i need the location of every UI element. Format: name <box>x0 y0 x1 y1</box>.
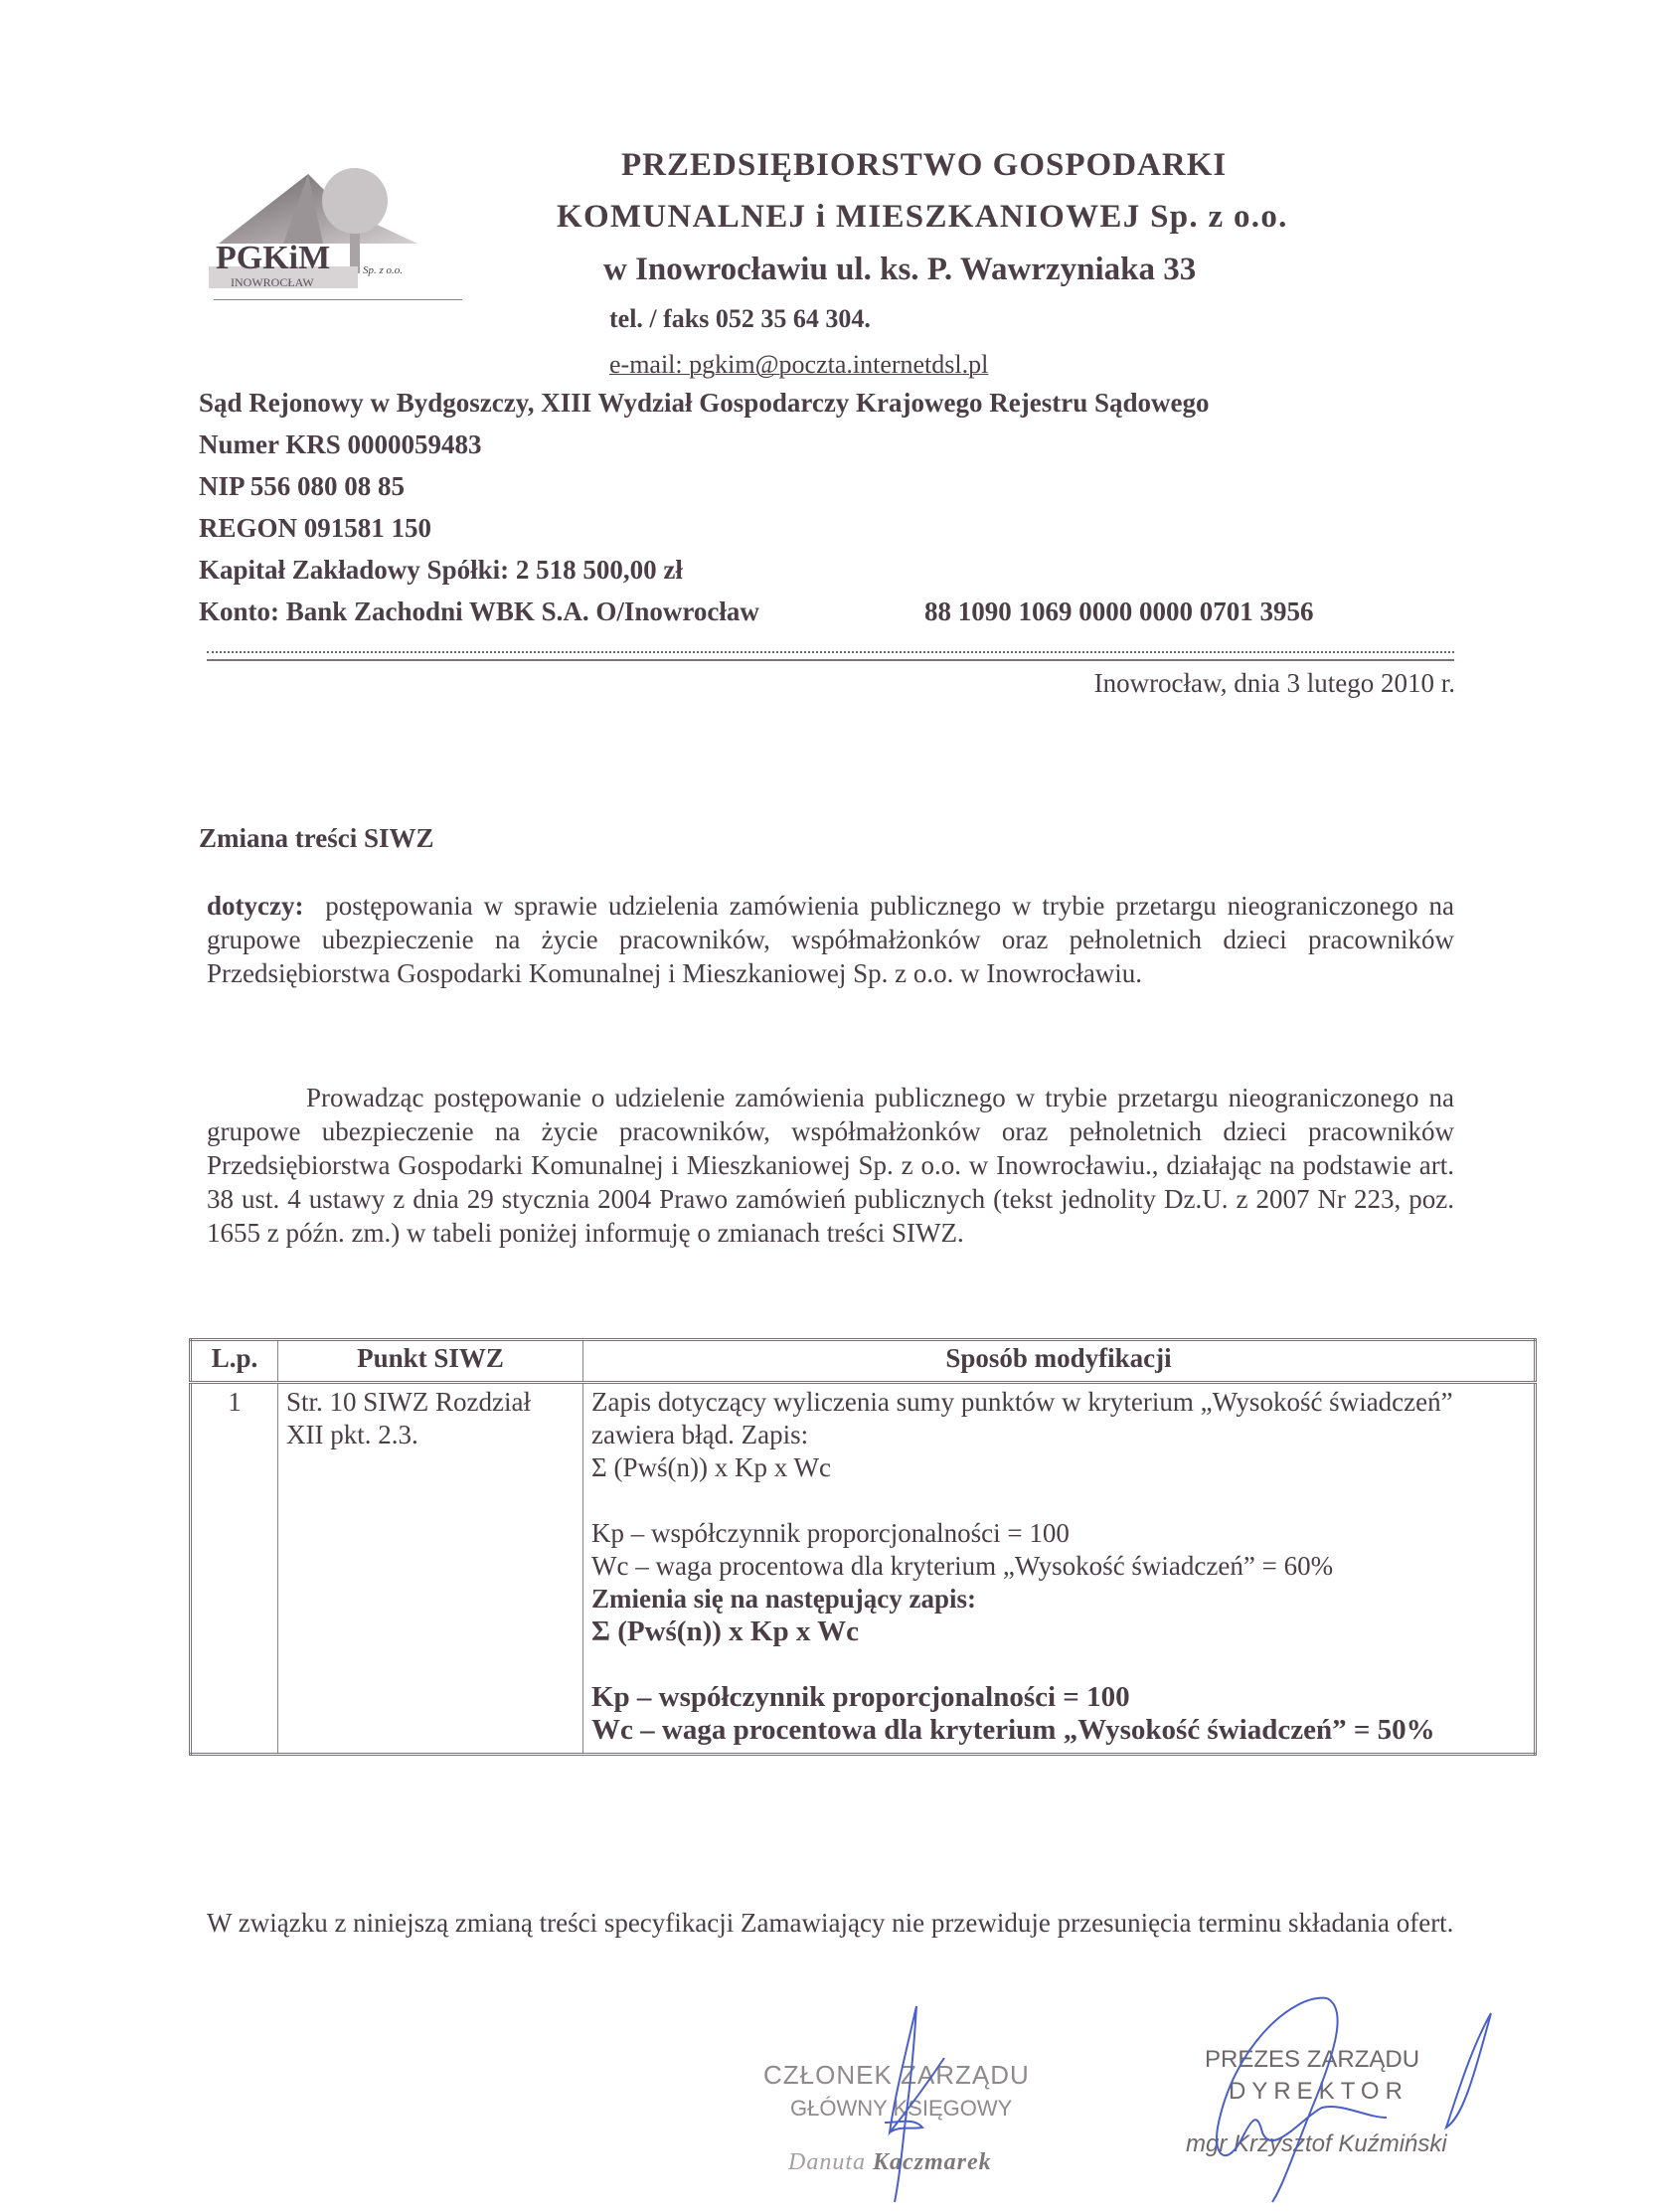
email-label: e-mail: <box>609 350 690 379</box>
mod-intro: Zapis dotyczący wyliczenia sumy punktów w kryterium „Wysokość świadczeń” zawiera błąd. Zapis: <box>591 1387 1453 1449</box>
old-kp: Kp – współczynnik proporcjonalności = 100 <box>591 1518 1070 1548</box>
email-link[interactable]: pgkim@poczta.internetdsl.pl <box>689 350 989 379</box>
document-subject: Zmiana treści SIWZ <box>199 823 434 853</box>
logo-divider <box>214 299 462 300</box>
stamp-left-name <box>788 2149 992 2176</box>
old-formula: Σ (Pwś(n)) x Kp x Wc <box>591 1452 831 1482</box>
stamp-right-name: mgr Krzysztof Kuźmiński <box>1186 2130 1447 2157</box>
spacer <box>591 1484 1526 1517</box>
tree-crown <box>322 168 388 234</box>
regon-number: REGON 091581 150 <box>199 513 432 543</box>
concerns-paragraph <box>207 889 1454 990</box>
stamp-left-first-name: Danuta <box>788 2149 873 2175</box>
stamp-left-last-name: Kaczmarek <box>873 2149 992 2175</box>
cell-lp: 1 <box>191 1383 278 1755</box>
table-row <box>191 1383 1536 1755</box>
closing-paragraph: W związku z niniejszą zmianą treści specyfikacji Zamawiający nie przewiduje przesunięcia terminu składania ofert. <box>207 1908 1454 1938</box>
krs-number: Numer KRS 0000059483 <box>199 429 482 459</box>
table-header-row <box>191 1340 1536 1383</box>
company-logo <box>204 149 442 298</box>
dotted-separator <box>207 651 1454 653</box>
company-name-line2: KOMUNALNEJ i MIESZKANIOWEJ Sp. z o.o. <box>557 199 1288 235</box>
stamp-left-title: CZŁONEK ZARZĄDU <box>763 2060 1030 2090</box>
logo-city: INOWROCŁAW <box>231 275 314 289</box>
stamp-right-title: PREZES ZARZĄDU <box>1205 2046 1420 2073</box>
concerns-label: dotyczy: <box>207 891 304 921</box>
stamp-left-role: GŁÓWNY KSIĘGOWY <box>790 2096 1013 2121</box>
header-point: Punkt SIWZ <box>278 1340 583 1383</box>
company-name-line1: PRZEDSIĘBIORSTWO GOSPODARKI <box>621 147 1228 183</box>
change-label: Zmienia się na następujący zapis: <box>591 1584 977 1614</box>
logo-brand: PGKiM <box>216 240 331 276</box>
intro-paragraph: Prowadząc postępowanie o udzielenie zamówienia publicznego w trybie przetargu nieograniczonego na grupowe ubezpieczenie na życie pracowników, współmałżonków oraz pełnoletnich dzieci pracowników Przedsiębiorstwa Gospodarki Komunalnej i Mieszkaniowej Sp. z o.o. w Inowrocławiu., działając na podstawie art. 38 ust. 4 ustawy z dnia 29 stycznia 2004 Prawo zamówień publicznych (tekst jednolity Dz.U. z 2007 Nr 223, poz. 1655 z późn. zm.) w tabeli poniżej informuję o zmianach treści SIWZ. <box>207 1083 1454 1248</box>
changes-table <box>189 1338 1537 1756</box>
new-kp: Kp – współczynnik proporcjonalności = 100 <box>591 1681 1130 1713</box>
cell-modification <box>583 1383 1536 1755</box>
new-formula: Σ (Pwś(n)) x Kp x Wc <box>591 1616 859 1647</box>
header-modification: Sposób modyfikacji <box>583 1340 1536 1383</box>
company-email-line <box>609 350 988 380</box>
header-lp: L.p. <box>191 1340 278 1383</box>
company-address: w Inowrocławiu ul. ks. P. Wawrzyniaka 33 <box>603 252 1197 287</box>
concerns-text: postępowania w sprawie udzielenia zamówienia publicznego w trybie przetargu nieograniczonego na grupowe ubezpieczenie na życie pracowników, współmałżonków oraz pełnoletnich dzieci pracowników Przedsiębiorstwa Gospodarki Komunalnej i Mieszkaniowej Sp. z o.o. w Inowrocławiu. <box>207 891 1454 988</box>
company-phone: tel. / faks 052 35 64 304. <box>609 304 871 333</box>
share-capital: Kapitał Zakładowy Spółki: 2 518 500,00 zł <box>199 555 683 585</box>
stamp-right-role: DYREKTOR <box>1229 2078 1408 2105</box>
logo-suffix: Sp. z o.o. <box>363 264 404 276</box>
old-wc: Wc – waga procentowa dla kryterium „Wysokość świadczeń” = 60% <box>591 1551 1334 1581</box>
new-wc: Wc – waga procentowa dla kryterium „Wysokość świadczeń” = 50% <box>591 1714 1435 1746</box>
cell-point: Str. 10 SIWZ Rozdział XII pkt. 2.3. <box>278 1383 583 1755</box>
court-registry: Sąd Rejonowy w Bydgoszczy, XIII Wydział Gospodarczy Krajowego Rejestru Sądowego <box>199 388 1210 418</box>
document-date: Inowrocław, dnia 3 lutego 2010 r. <box>1093 668 1455 698</box>
nip-number: NIP 556 080 08 85 <box>199 471 406 501</box>
spacer <box>591 1648 1526 1681</box>
bank-name: Konto: Bank Zachodni WBK S.A. O/Inowrocław <box>199 596 759 626</box>
header-separator-line <box>207 659 1454 661</box>
bank-account-number: 88 1090 1069 0000 0000 0701 3956 <box>924 596 1314 626</box>
